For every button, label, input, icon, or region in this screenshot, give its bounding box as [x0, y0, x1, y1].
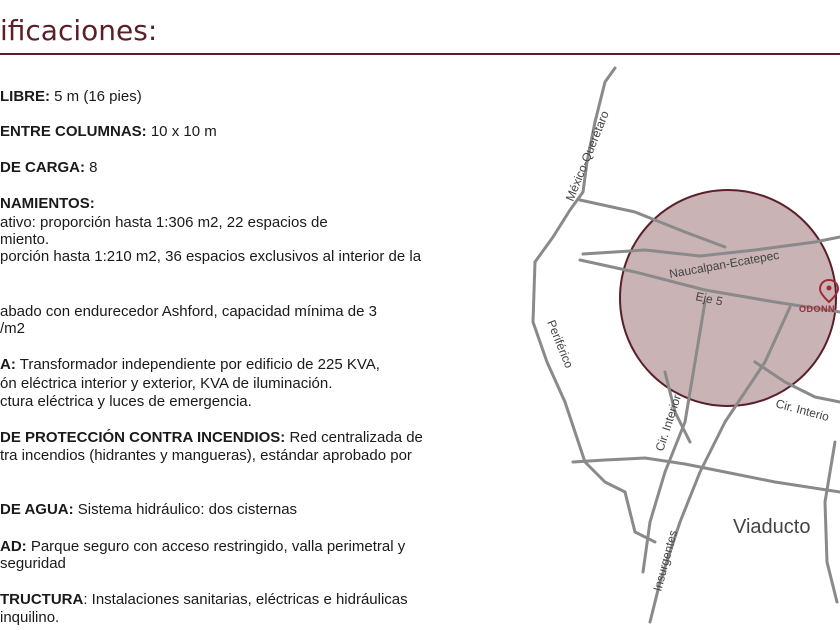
label-eje-5: Eje 5 [694, 289, 725, 309]
spec-energia-line3: ctura eléctrica y luces de emergencia. [0, 393, 252, 410]
spec-seguridad-line1: AD: Parque seguro con acceso restringido, valla perimetral y [0, 538, 406, 555]
road-mexico-queretaro [535, 68, 615, 262]
spec-infraestructura-line1: TRUCTURA: Instalaciones sanitarias, eléctricas e hidráulicas [0, 591, 408, 608]
spec-estacionamientos-line3: porción hasta 1:210 m2, 36 espacios exclusivos al interior de la [0, 248, 422, 265]
label-viaducto: Viaducto [733, 516, 811, 538]
spec-estacionamientos-line1: ativo: proporción hasta 1:306 m2, 22 espacios de [0, 214, 328, 231]
label-insurgentes: Insurgentes [650, 528, 681, 593]
label-cir-interior-right: Cir. Interio [774, 396, 831, 425]
spec-altura-libre: LIBRE: 5 m (16 pies) [0, 88, 142, 105]
coverage-circle [620, 190, 836, 406]
spec-seguridad-line2: seguridad [0, 555, 66, 572]
spec-estacionamientos-heading: NAMIENTOS: [0, 195, 95, 212]
road-map-svg [525, 62, 840, 630]
spec-energia-line2: ón eléctrica interior y exterior, KVA de iluminación. [0, 375, 333, 392]
label-mexico-queretaro: México-Querétaro [562, 108, 612, 204]
spec-incendios-line2: tra incendios (hidrantes y mangueras), estándar aprobado por [0, 447, 412, 464]
company-label: ODONN [799, 304, 835, 314]
page-title: ificaciones: [0, 14, 158, 47]
spec-piso-line2: /m2 [0, 320, 26, 337]
spec-energia-line1: A: Transformador independiente por edificio de 225 KVA, [0, 356, 380, 373]
road-right-edge [825, 442, 837, 602]
spec-incendios-line1: DE PROTECCIÓN CONTRA INCENDIOS: Red centralizada de [0, 429, 423, 446]
road-periferico [533, 262, 625, 492]
spec-piso-line1: abado con endurecedor Ashford, capacidad mínima de 3 [0, 303, 377, 320]
spec-infraestructura-line2: inquilino. [0, 609, 60, 626]
location-map [525, 62, 840, 630]
spec-estacionamientos-line2: miento. [0, 231, 50, 248]
label-cir-interior: Cir. Interior [652, 392, 684, 453]
spec-distancia-columnas: ENTRE COLUMNAS: 10 x 10 m [0, 123, 217, 140]
spec-andenes-carga: DE CARGA: 8 [0, 159, 98, 176]
label-periferico: Periférico [544, 317, 577, 371]
label-naucalpan-ecatepec: Naucalpan-Ecatepec [668, 247, 781, 281]
spec-agua: DE AGUA: Sistema hidráulico: dos cisternas [0, 501, 298, 518]
